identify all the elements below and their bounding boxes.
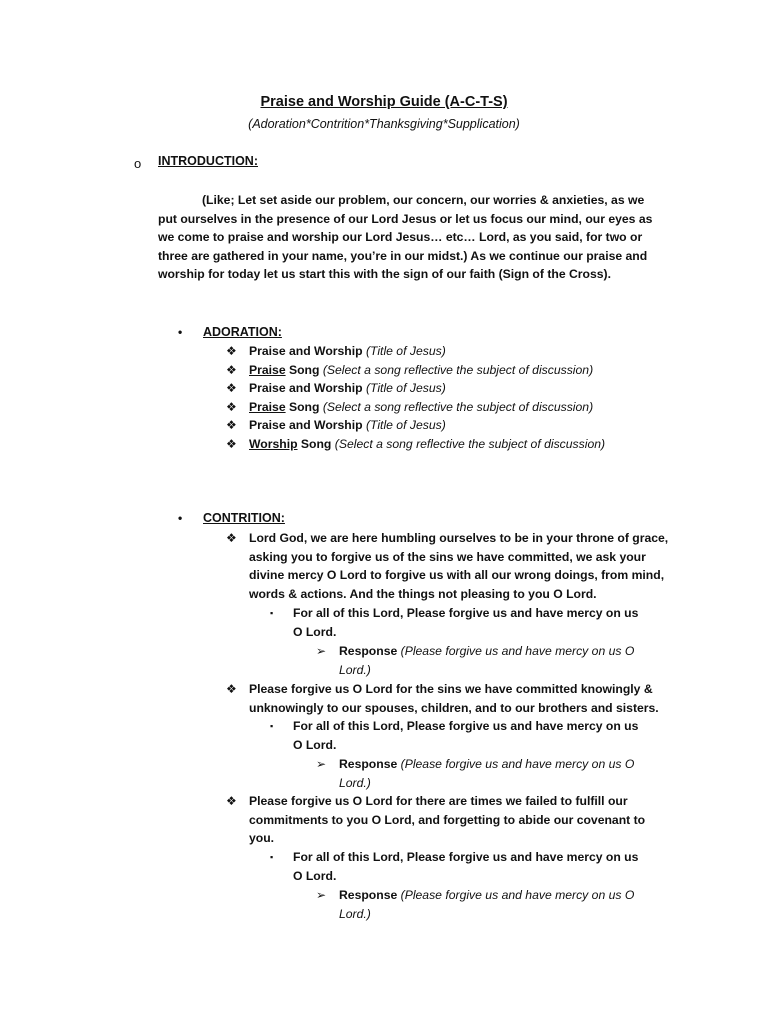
adoration-item-bold: Praise and Worship — [249, 381, 363, 395]
document-subtitle: (Adoration*Contrition*Thanksgiving*Supplication) — [248, 117, 520, 131]
diamond-bullet-icon: ❖ — [226, 437, 237, 451]
contrition-item-text: Lord God, we are here humbling ourselves to be in your throne of grace, asking you to forgive us of the sins we have committed, we ask your divine mercy O Lord to forgive us with all our wrong doings, from mind, words & actions. And the things not pleasing to you O Lord. — [249, 531, 669, 602]
contrition-item-text: Please forgive us O Lord for the sins we have committed knowingly & unknowingly to our spouses, children, and to our brothers and sisters. — [249, 682, 659, 715]
response-label: Response — [339, 644, 398, 658]
diamond-bullet-icon: ❖ — [226, 418, 237, 432]
adoration-item-bold: Song — [285, 363, 320, 377]
adoration-item-underlined: Praise — [249, 400, 286, 414]
square-bullet-icon: ▪ — [270, 608, 274, 618]
adoration-item-note: (Title of Jesus) — [362, 418, 446, 432]
diamond-bullet-icon: ❖ — [226, 400, 237, 414]
diamond-bullet-icon: ❖ — [226, 363, 237, 377]
adoration-heading-label: ADORATION: — [203, 325, 282, 339]
arrow-bullet-icon: ➢ — [316, 644, 327, 658]
response-label: Response — [339, 757, 398, 771]
contrition-heading — [178, 511, 285, 525]
adoration-item-bold: Song — [297, 437, 332, 451]
response-label: Response — [339, 888, 398, 902]
adoration-item-note: (Select a song reflective the subject of discussion) — [331, 437, 606, 451]
arrow-bullet-icon: ➢ — [316, 757, 327, 771]
adoration-item-underlined: Worship — [249, 437, 298, 451]
diamond-bullet-icon: ❖ — [226, 794, 237, 808]
adoration-item-note: (Select a song reflective the subject of discussion) — [319, 400, 594, 414]
contrition-bullet-icon: • — [178, 511, 183, 525]
adoration-item-bold: Praise and Worship — [249, 418, 363, 432]
adoration-item-bold: Praise and Worship — [249, 344, 363, 358]
intro-heading: INTRODUCTION: — [158, 154, 258, 168]
contrition-item-text: Please forgive us O Lord for there are times we failed to fulfill our commitments to you O Lord, and forgetting to abide our covenant to you. — [249, 794, 646, 846]
response-text: (Please forgive us and have mercy on us O Lord.) — [339, 757, 635, 790]
adoration-item-bold: Song — [285, 400, 320, 414]
intro-bullet-icon: o — [134, 156, 142, 171]
diamond-bullet-icon: ❖ — [226, 344, 237, 358]
square-bullet-icon: ▪ — [270, 721, 274, 731]
diamond-bullet-icon: ❖ — [226, 381, 237, 395]
intro-paragraph: (Like; Let set aside our problem, our concern, our worries & anxieties, as we put ourselves in the presence of our Lord Jesus or let us focus our mind, our eyes as we come to praise and worship our Lord Jesus… etc… Lord, as you said, for two or three are gathered in your name, you’re in our midst.) As we continue our praise and worship for today let us start this with the sign of our faith (Sign of the Cross). — [158, 193, 653, 281]
contrition-subitem-text: For all of this Lord, Please forgive us and have mercy on us O Lord. — [293, 719, 639, 752]
adoration-bullet-icon: • — [178, 325, 183, 339]
diamond-bullet-icon: ❖ — [226, 531, 237, 545]
contrition-heading-label: CONTRITION: — [203, 511, 285, 525]
arrow-bullet-icon: ➢ — [316, 888, 327, 902]
response-text: (Please forgive us and have mercy on us O Lord.) — [339, 644, 635, 677]
square-bullet-icon: ▪ — [270, 852, 274, 862]
response-text: (Please forgive us and have mercy on us O Lord.) — [339, 888, 635, 921]
adoration-item-note: (Title of Jesus) — [362, 381, 446, 395]
contrition-subitem-text: For all of this Lord, Please forgive us and have mercy on us O Lord. — [293, 606, 639, 639]
document-title: Praise and Worship Guide (A-C-T-S) — [260, 94, 508, 110]
adoration-item-note: (Title of Jesus) — [362, 344, 446, 358]
adoration-item-underlined: Praise — [249, 363, 286, 377]
contrition-subitem-text: For all of this Lord, Please forgive us and have mercy on us O Lord. — [293, 850, 639, 883]
adoration-heading — [178, 325, 282, 339]
diamond-bullet-icon: ❖ — [226, 682, 237, 696]
adoration-item-note: (Select a song reflective the subject of discussion) — [319, 363, 594, 377]
